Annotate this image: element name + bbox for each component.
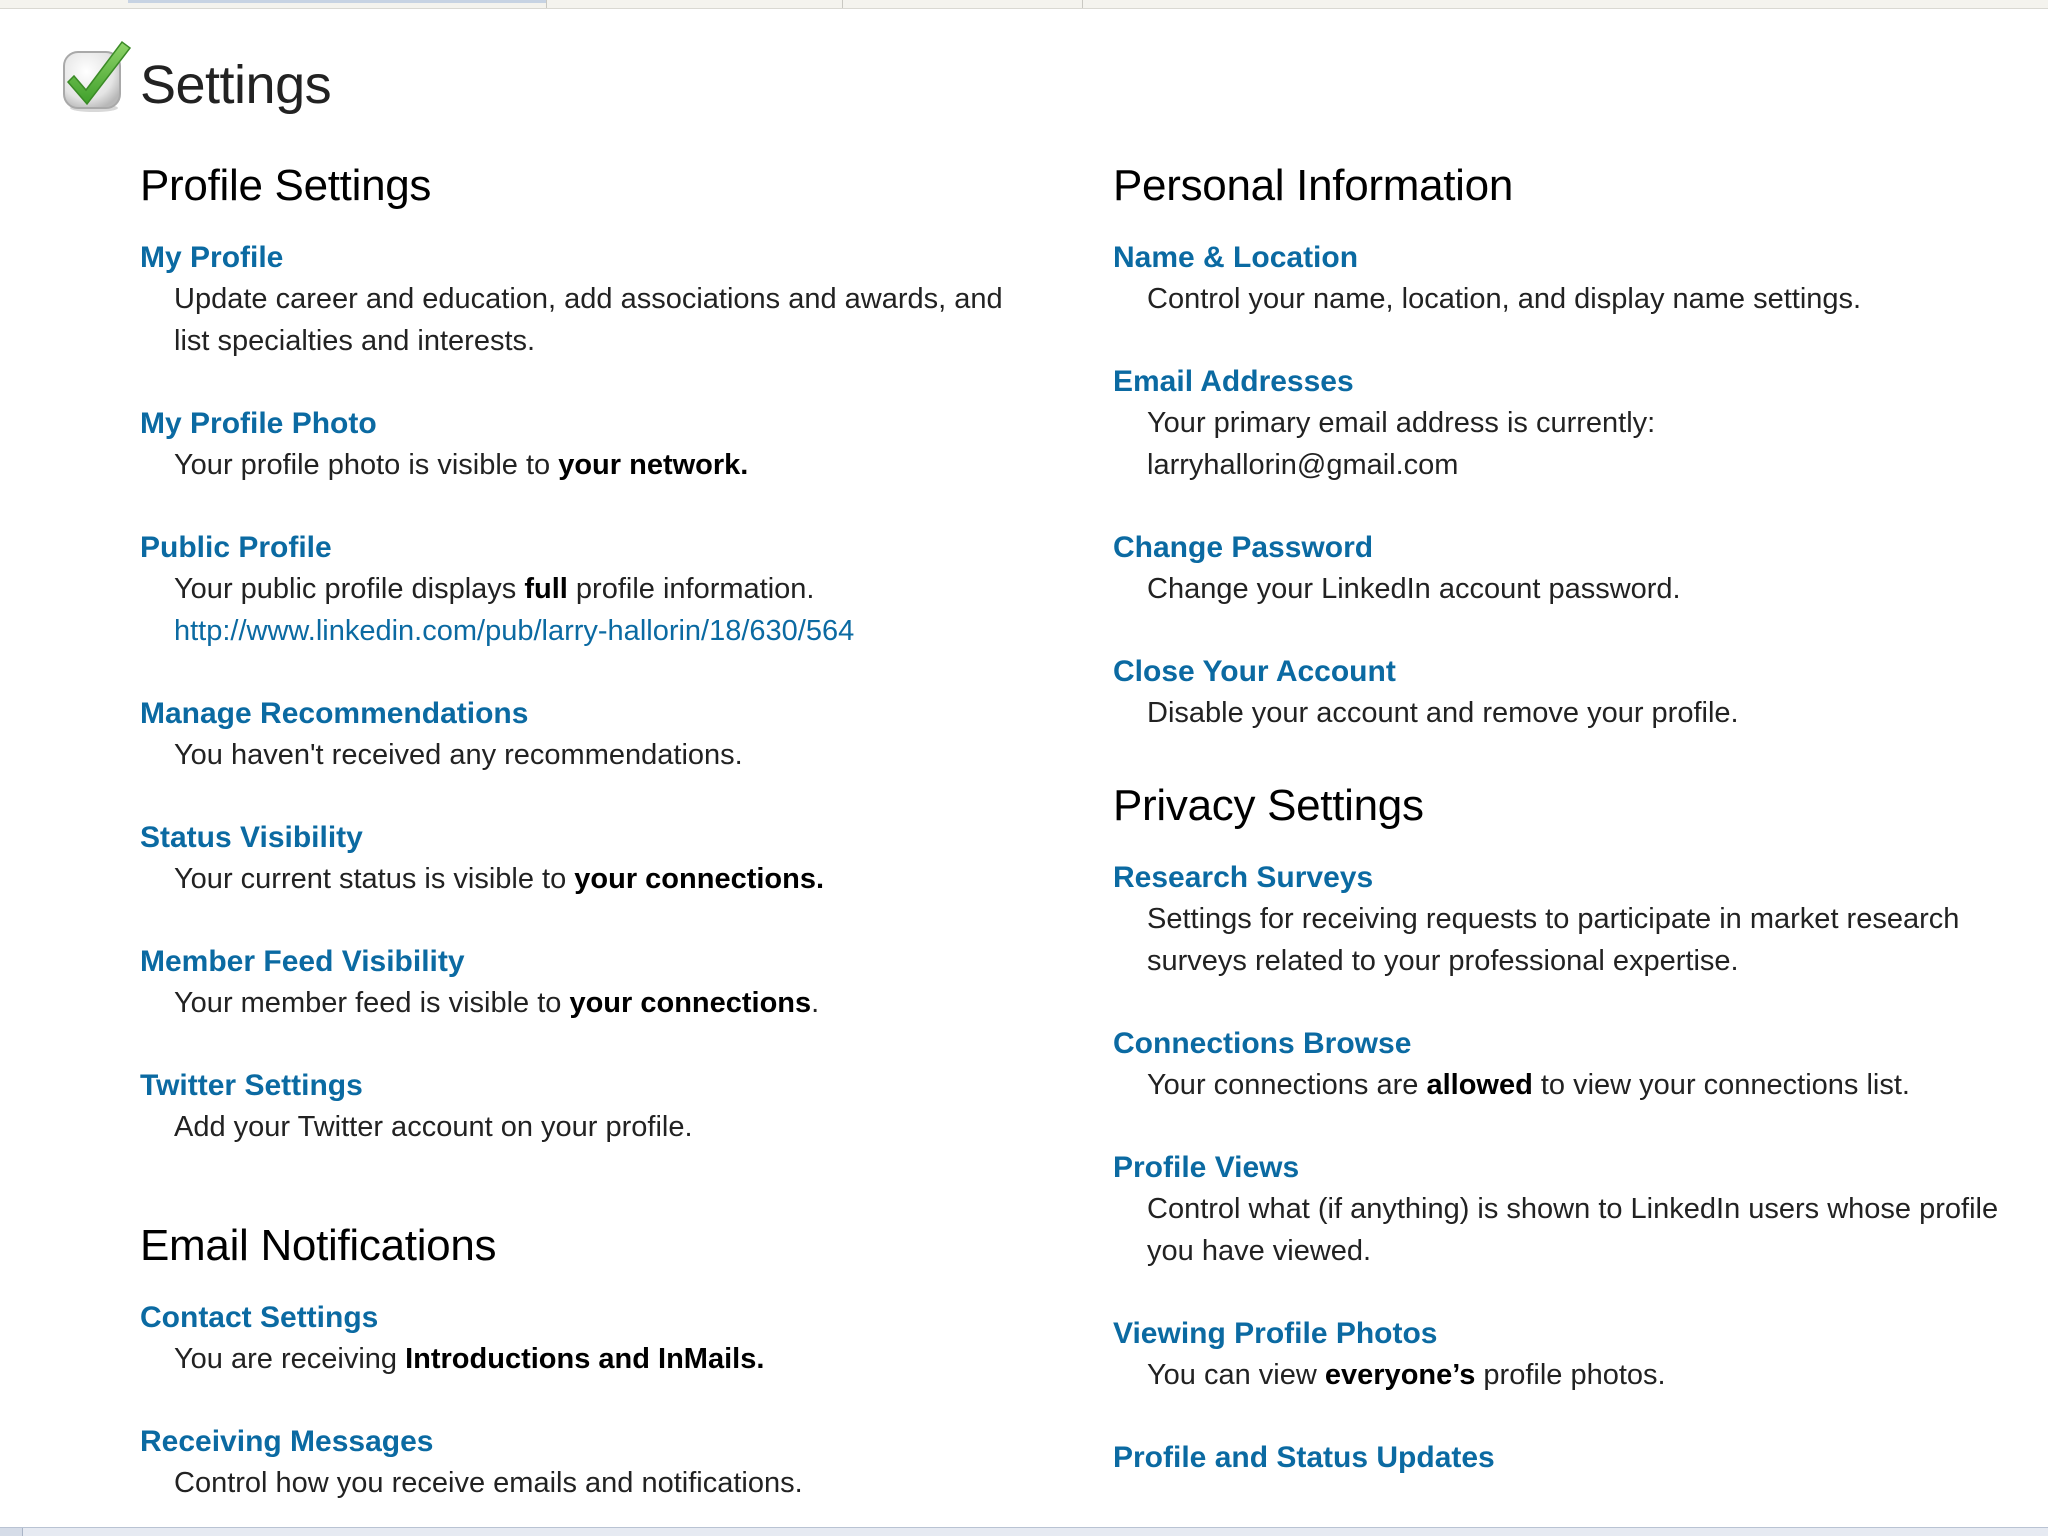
manage-recommendations-link[interactable]: Manage Recommendations xyxy=(140,697,529,730)
section-heading-privacy-settings: Privacy Settings xyxy=(1113,781,1424,830)
page-title: Settings xyxy=(140,55,332,115)
settings-item-twitter-settings xyxy=(140,1066,1020,1148)
name-location-link[interactable]: Name & Location xyxy=(1113,241,1359,274)
settings-item-contact-settings xyxy=(140,1298,1020,1380)
description-emphasis: full xyxy=(524,573,568,605)
description-line: surveys related to your professional expertise. xyxy=(1147,945,1739,977)
status-visibility-link[interactable]: Status Visibility xyxy=(140,821,363,854)
settings-item-email-addresses xyxy=(1113,362,2013,486)
browser-tab-indicator xyxy=(128,0,546,3)
section-heading-personal-information: Personal Information xyxy=(1113,161,1513,210)
scroll-left-arrow-icon[interactable] xyxy=(0,1528,23,1536)
description-emphasis: allowed xyxy=(1426,1069,1533,1101)
manage-recommendations-description: You haven't received any recommendations. xyxy=(174,739,743,771)
description-line: list specialties and interests. xyxy=(174,325,536,357)
settings-item-member-feed-visibility xyxy=(140,942,1020,1024)
description-line: you have viewed. xyxy=(1147,1235,1372,1267)
contact-settings-link[interactable]: Contact Settings xyxy=(140,1301,379,1334)
right-column xyxy=(1113,160,2013,1478)
description-text: profile photos. xyxy=(1475,1359,1666,1391)
toolbar-separator xyxy=(842,0,843,8)
description-text: Your profile photo is visible to xyxy=(174,449,559,481)
description-text: to view your connections list. xyxy=(1532,1069,1910,1101)
status-visibility-description xyxy=(174,858,1020,900)
description-emphasis: your connections. xyxy=(574,863,825,895)
public-profile-url-link[interactable]: http://www.linkedin.com/pub/larry-hallorin/18/630/564 xyxy=(174,615,855,647)
my-profile-description xyxy=(174,278,1020,362)
receiving-messages-description: Control how you receive emails and notifications. xyxy=(174,1467,803,1499)
description-text: profile information. xyxy=(567,573,815,605)
settings-item-viewing-profile-photos xyxy=(1113,1314,2013,1396)
settings-item-profile-views xyxy=(1113,1148,2013,1272)
member-feed-visibility-link[interactable]: Member Feed Visibility xyxy=(140,945,465,978)
public-profile-description xyxy=(174,568,1020,652)
research-surveys-description xyxy=(1147,898,2013,982)
research-surveys-link[interactable]: Research Surveys xyxy=(1113,861,1374,894)
description-emphasis: everyone’s xyxy=(1324,1359,1476,1391)
settings-item-receiving-messages xyxy=(140,1422,1020,1504)
browser-top-strip xyxy=(0,0,2048,9)
section-heading-profile-settings: Profile Settings xyxy=(140,161,432,210)
settings-item-my-profile xyxy=(140,238,1020,362)
description-text: Your connections are xyxy=(1147,1069,1427,1101)
description-line: Update career and education, add associations and awards, and xyxy=(174,283,1003,315)
description-text: Your member feed is visible to xyxy=(174,987,570,1019)
connections-browse-description xyxy=(1147,1064,2013,1106)
change-password-description: Change your LinkedIn account password. xyxy=(1147,573,1681,605)
public-profile-link[interactable]: Public Profile xyxy=(140,531,332,564)
description-text: Your current status is visible to xyxy=(174,863,575,895)
description-line: Your primary email address is currently: xyxy=(1147,407,1656,439)
settings-item-public-profile xyxy=(140,528,1020,652)
section-heading-email-notifications: Email Notifications xyxy=(140,1221,497,1270)
settings-item-manage-recommendations xyxy=(140,694,1020,776)
settings-item-research-surveys xyxy=(1113,858,2013,982)
toolbar-separator xyxy=(546,0,547,8)
email-addresses-description xyxy=(1147,402,2013,486)
twitter-settings-link[interactable]: Twitter Settings xyxy=(140,1069,363,1102)
description-text: Your public profile displays xyxy=(174,573,525,605)
close-account-link[interactable]: Close Your Account xyxy=(1113,655,1396,688)
settings-item-profile-status-updates xyxy=(1113,1438,2013,1478)
toolbar-separator xyxy=(1082,0,1083,8)
close-account-description: Disable your account and remove your profile. xyxy=(1147,697,1739,729)
settings-item-status-visibility xyxy=(140,818,1020,900)
description-text: . xyxy=(811,987,820,1019)
settings-item-change-password xyxy=(1113,528,2013,610)
viewing-profile-photos-link[interactable]: Viewing Profile Photos xyxy=(1113,1317,1438,1350)
settings-item-name-location xyxy=(1113,238,2013,320)
settings-item-my-profile-photo xyxy=(140,404,1020,486)
description-text: You can view xyxy=(1147,1359,1325,1391)
my-profile-photo-description xyxy=(174,444,1020,486)
connections-browse-link[interactable]: Connections Browse xyxy=(1113,1027,1412,1060)
viewing-profile-photos-description xyxy=(1147,1354,2013,1396)
description-emphasis: Introductions and InMails. xyxy=(405,1343,765,1375)
receiving-messages-link[interactable]: Receiving Messages xyxy=(140,1425,434,1458)
profile-views-link[interactable]: Profile Views xyxy=(1113,1151,1300,1184)
member-feed-visibility-description xyxy=(174,982,1020,1024)
change-password-link[interactable]: Change Password xyxy=(1113,531,1374,564)
description-text: You are receiving xyxy=(174,1343,406,1375)
profile-views-description xyxy=(1147,1188,2013,1272)
profile-status-updates-link[interactable]: Profile and Status Updates xyxy=(1113,1441,1495,1474)
my-profile-photo-link[interactable]: My Profile Photo xyxy=(140,407,377,440)
primary-email-value: larryhallorin@gmail.com xyxy=(1147,449,1459,481)
twitter-settings-description: Add your Twitter account on your profile. xyxy=(174,1111,693,1143)
name-location-description: Control your name, location, and display name settings. xyxy=(1147,283,1862,315)
contact-settings-description xyxy=(174,1338,1020,1380)
horizontal-scrollbar[interactable] xyxy=(0,1527,2048,1536)
email-addresses-link[interactable]: Email Addresses xyxy=(1113,365,1354,398)
description-emphasis: your connections xyxy=(569,987,812,1019)
checkmark-icon xyxy=(60,36,132,114)
description-line xyxy=(174,568,1020,610)
description-emphasis: your network. xyxy=(558,449,749,481)
settings-item-connections-browse xyxy=(1113,1024,2013,1106)
settings-item-close-account xyxy=(1113,652,2013,734)
description-line: Settings for receiving requests to participate in market research xyxy=(1147,903,1960,935)
description-line: Control what (if anything) is shown to LinkedIn users whose profile xyxy=(1147,1193,1999,1225)
my-profile-link[interactable]: My Profile xyxy=(140,241,284,274)
left-column xyxy=(140,160,1020,1504)
